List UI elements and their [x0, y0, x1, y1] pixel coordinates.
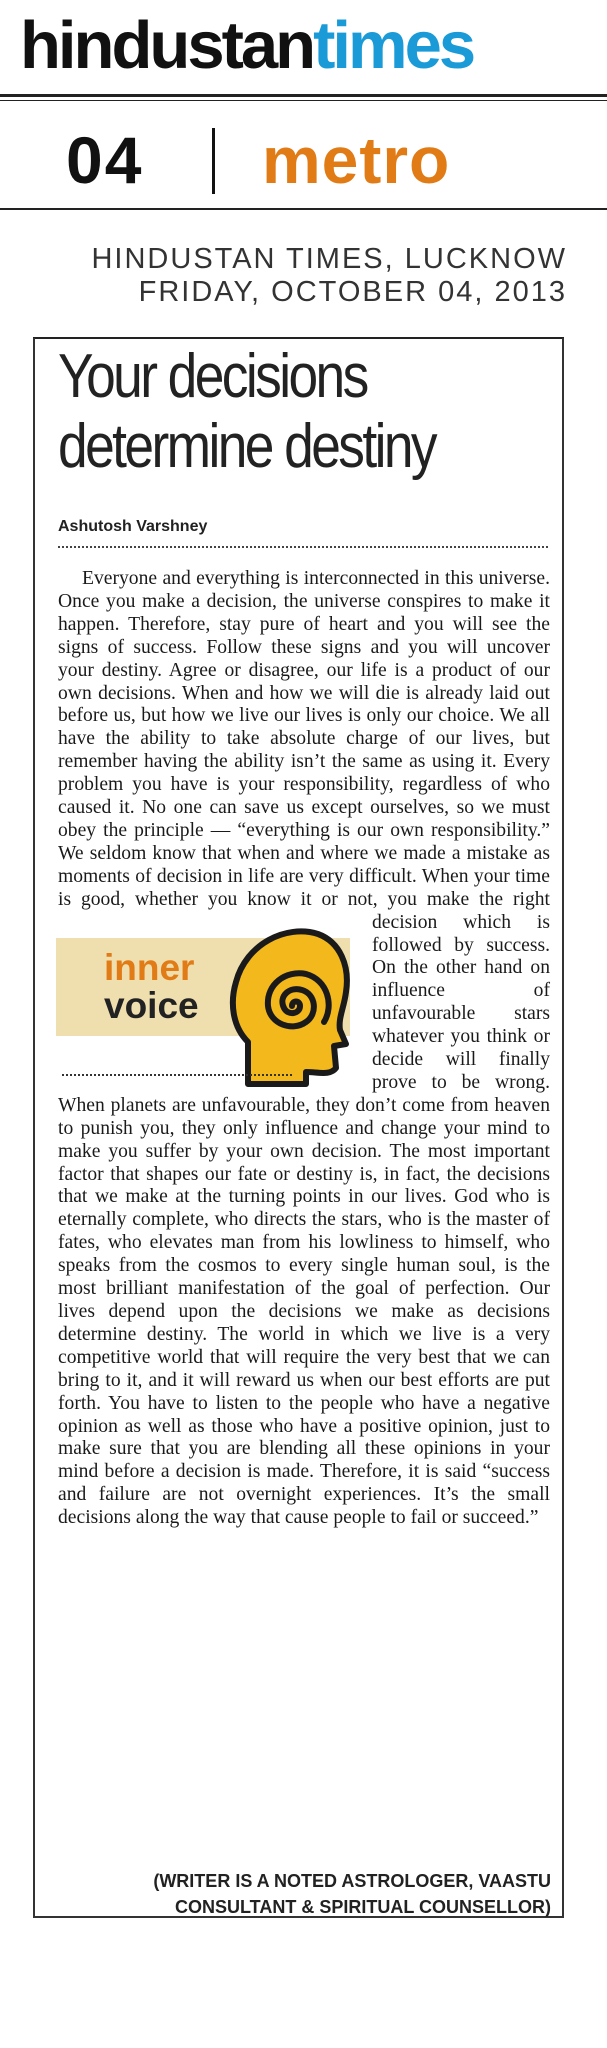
section-rule [0, 208, 607, 210]
masthead [0, 0, 607, 100]
byline-rule [58, 546, 548, 548]
newspaper-logo [20, 6, 473, 86]
inner-voice-word-inner: inner [104, 946, 195, 988]
inner-voice-word-voice: voice [104, 984, 199, 1026]
writer-credit-line-1: (WRITER IS A NOTED ASTROLOGER, VAASTU [153, 1871, 551, 1891]
masthead-rule [0, 94, 607, 97]
writer-credit [153, 1868, 551, 1920]
dateline-paper-city: HINDUSTAN TIMES, LUCKNOW [91, 243, 567, 275]
page-header-divider [212, 128, 215, 194]
inner-voice-rule [62, 1074, 292, 1076]
dateline-date: FRIDAY, OCTOBER 04, 2013 [138, 276, 567, 308]
logo-word-hindustan: hindustan [20, 8, 314, 83]
article-body [58, 568, 550, 1530]
page-number: 04 [66, 123, 144, 197]
section-name: metro [262, 123, 451, 197]
logo-word-times: times [313, 8, 474, 83]
head-spiral-icon [226, 922, 352, 1090]
page-header [0, 120, 607, 200]
inner-voice-logo [56, 922, 362, 1092]
writer-credit-line-2: CONSULTANT & SPIRITUAL COUNSELLOR) [175, 1897, 551, 1917]
headline-line-1: Your decisions [58, 342, 367, 411]
headline-line-2: determine destiny [58, 412, 436, 481]
dateline [91, 243, 567, 309]
byline: Ashutosh Varshney [58, 518, 208, 535]
masthead-rule-thin [0, 100, 607, 101]
body-text-part-2: decision which is followed by success. On the other hand on influence of unfavourable stars whatever you think or decide will finally prove to be wrong. When planets are unfavourable, they don’t come from heaven to punish you, they only influence and change your mind to make you suffer by your own decision. The most important factor that shapes our fate or destiny is, in fact, the decisions that we make at the turning points in our lives. God who is eternally complete, who directs the stars, who is the master of fates, who elevates man from his lowliness to himself, who speaks from the cosmos to every single human soul, is the most brilliant manifestation of the goal of perfection. Our lives depend upon the decisions we make as decisions determine destiny. The world in which we live is a very competitive world that will require the very best that we can bring to it, and it will reward us when our best efforts are put forth. You have to listen to the people who have a negative opinion as well as those who have a positive opinion, just to make sure that you are blending all these opinions in your mind before a decision is made. Therefore, it is said “success and failure are not overnight experiences. It’s the small decisions along the way that cause people to fail or succeed.” [58, 911, 550, 1529]
body-text-part-1: Everyone and everything is interconnected in this universe. Once you make a decision, the universe conspires to make it happen. Therefore, stay pure of heart and you will see the signs of success. Follow these signs and you will uncover your destiny. Agree or disagree, our life is a product of our own decisions. When and how we will die is already laid out before us, but how we live our lives is only our choice. We all have the ability to take absolute charge of our lives, but remember having the ability isn’t the same as using it. Every problem you have is your responsibility, regardless of who caused it. No one can save us except ourselves, so we must obey the principle — “everything is our own responsibility.” We seldom know that when and where we made a mistake as moments of decision in life are very difficult. When your time is good, whether you know it or not, you make the right [58, 568, 550, 910]
article-headline [58, 342, 505, 482]
